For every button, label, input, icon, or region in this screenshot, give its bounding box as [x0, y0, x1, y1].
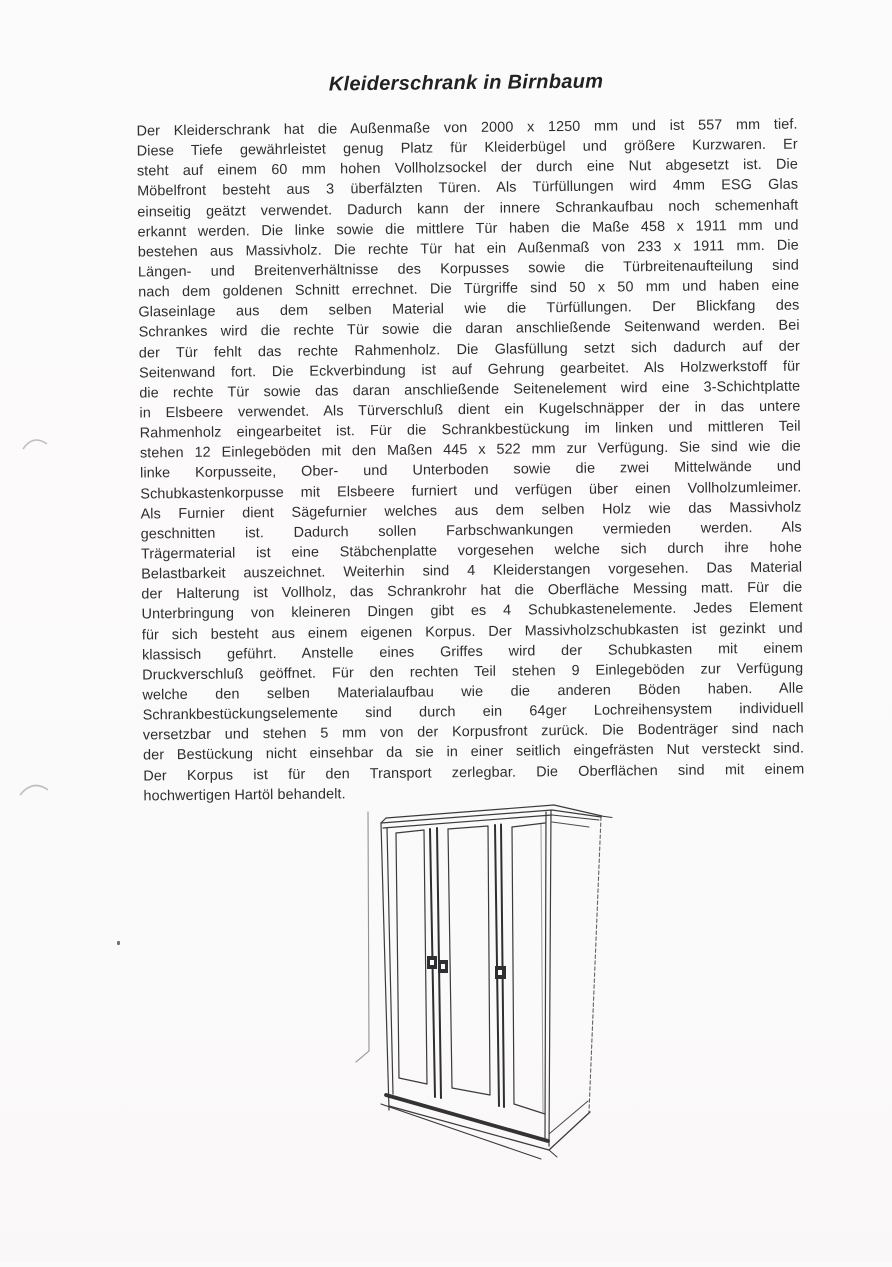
body-line: die rechte Tür sowie das daran anschließende Seitenelement wird eine 3-Schichtplatte	[139, 378, 801, 402]
body-line: der Tür fehlt das rechte Rahmenholz. Die Glasfüllung setzt sich dadurch auf der	[138, 338, 800, 362]
body-line: versetzbar und stehen 5 mm von der Korpusfront zurück. Die Bodenträger sind nach	[142, 720, 804, 744]
body-line: Möbelfront besteht aus 3 überfälzten Türen. Als Türfüllungen wird 4mm ESG Glas	[137, 176, 799, 200]
body-line: Der Kleiderschrank hat die Außenmaße von 2000 x 1250 mm und ist 557 mm tief.	[136, 116, 798, 140]
door-middle	[448, 826, 490, 1095]
body-line: Rahmenholz eingearbeitet ist. Für die Schrankbestückung im linken und mittleren Teil	[139, 418, 801, 442]
body-line: Diese Tiefe gewährleistet genug Platz für Kleiderbügel und größere Kurzwaren. Er	[136, 136, 798, 160]
body-line: Als Furnier dient Sägefurnier welches aus dem selben Holz wie das Massivholz	[140, 499, 802, 523]
page-title: Kleiderschrank in Birnbaum	[328, 70, 604, 96]
body-line: nach dem goldenen Schnitt errechnet. Die Türgriffe sind 50 x 50 mm und haben eine	[138, 277, 800, 301]
body-line: Schrankes wird die rechte Tür sowie die daran anschließende Seitenwand werden. Bei	[138, 317, 800, 341]
body-line: Glaseinlage aus dem selben Material wie die Türfüllungen. Der Blickfang des	[138, 297, 800, 321]
wardrobe-corpus-edges	[381, 811, 601, 1147]
body-line: Längen- und Breitenverhältnisse des Korpusses sowie die Türbreitenaufteilung sind	[137, 257, 800, 281]
wardrobe-sketch	[330, 790, 630, 1175]
body-line: Der Korpus ist für den Transport zerlegbar. Die Oberflächen sind mit einem	[143, 761, 805, 784]
door-handle-icon	[495, 966, 506, 979]
body-line: Schrankbestückungselemente sind durch ein 64ger Lochreihensystem individuell	[142, 700, 804, 724]
body-line: der Bestückung nicht einsehbar da sie in einer seitlich eingefrästen Nut versteckt sind.	[142, 740, 805, 764]
document-body	[136, 115, 804, 807]
body-line: bestehen aus Massivholz. Die rechte Tür hat ein Außenmaß von 233 x 1911 mm. Die	[137, 237, 799, 261]
body-line: stehen 12 Einlegeböden mit den Maßen 445 x 522 mm zur Verfügung. Sie sind wie die	[139, 438, 801, 462]
body-line: einseitig geätzt verwendet. Dadurch kann der innere Schrankaufbau noch schemenhaft	[137, 197, 799, 221]
body-line: Schubkastenkorpusse mit Elsbeere furniert und verfügen über einen Vollholzumleimer.	[140, 479, 802, 502]
body-line: steht auf einem 60 mm hohen Vollholzsockel der durch eine Nut abgesetzt ist. Die	[136, 156, 799, 180]
wall-edge-line	[356, 812, 369, 1062]
door-handle-icon	[438, 960, 448, 973]
wardrobe-top	[381, 805, 612, 828]
body-line: für sich besteht aus einem eigenen Korpus. Der Massivholzschubkasten ist gezinkt und	[141, 620, 803, 643]
door-left	[396, 830, 427, 1084]
body-line: in Elsbeere verwendet. Als Türverschluß dient ein Kugelschnäpper der in das untere	[139, 398, 801, 422]
body-line: hochwertigen Hartöl behandelt.	[143, 785, 346, 805]
door-handle-icon	[427, 956, 437, 969]
side-panel-glass	[549, 822, 589, 1134]
body-line: Unterbringung von kleineren Dingen gibt es 4 Schubkastenelemente. Jedes Element	[141, 599, 803, 623]
body-line: Seitenwand fort. Die Eckverbindung ist auf Gehrung gearbeitet. Als Holzwerkstoff für	[138, 358, 801, 382]
door-gap-right	[495, 825, 504, 1108]
door-right	[512, 823, 545, 1114]
body-line: geschnitten ist. Dadurch sollen Farbschwankungen vermieden werden. Als	[140, 519, 802, 543]
body-line: welche den selben Materialaufbau wie die anderen Böden haben. Alle	[142, 680, 804, 704]
body-line: linke Korpusseite, Ober- und Unterboden sowie die zwei Mittelwände und	[140, 458, 802, 482]
body-line: Belastbarkeit auszeichnet. Weiterhin sind 4 Kleiderstangen vorgesehen. Das Material	[141, 559, 803, 583]
body-line: erkannt werden. Die linke sowie die mittlere Tür haben die Maße 458 x 1911 mm und	[137, 217, 799, 241]
body-line: Trägermaterial ist eine Stäbchenplatte vorgesehen welche sich durch ihre hohe	[140, 539, 803, 563]
body-line: Druckverschluß geöffnet. Für den rechten Teil stehen 9 Einlegeböden zur Verfügung	[142, 660, 804, 684]
body-line: klassisch geführt. Anstelle eines Griffes wird der Schubkasten mit einem	[141, 640, 804, 664]
plinth	[381, 1095, 590, 1159]
body-line: der Halterung ist Vollholz, das Schrankrohr hat die Oberfläche Messing matt. Für die	[141, 579, 803, 603]
